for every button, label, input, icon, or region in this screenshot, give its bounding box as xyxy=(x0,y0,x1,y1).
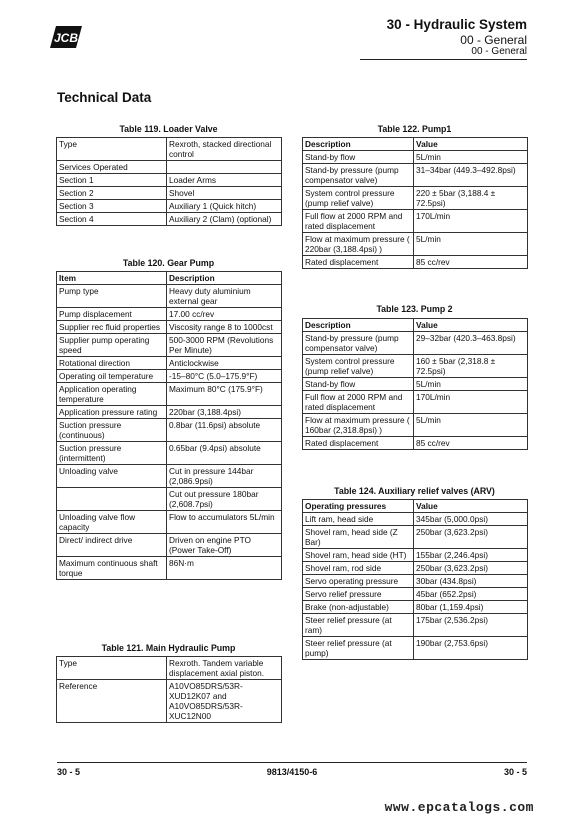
value-cell: 170L/min xyxy=(414,391,528,414)
table-row xyxy=(57,321,282,334)
parameter-cell: Section 1 xyxy=(57,174,167,187)
section-title: 30 - Hydraulic System xyxy=(386,17,527,32)
table-row xyxy=(57,488,282,511)
parameter-cell: Services Operated xyxy=(57,161,167,174)
parameter-cell: Supplier rec fluid properties xyxy=(57,321,167,334)
value-cell: 190bar (2,753.6psi) xyxy=(414,637,528,660)
column-header: Description xyxy=(167,272,282,285)
parameter-cell: Suction pressure (continuous) xyxy=(57,419,167,442)
value-cell: 500-3000 RPM (Revolutions Per Minute) xyxy=(167,334,282,357)
parameter-cell: Pump type xyxy=(57,285,167,308)
parameter-cell: Stand-by pressure (pump compensator valve) xyxy=(303,164,414,187)
value-cell: 30bar (434.8psi) xyxy=(414,575,528,588)
parameter-cell: Supplier pump operating speed xyxy=(57,334,167,357)
table-122-caption: Table 122. Pump1 xyxy=(377,124,452,134)
parameter-cell: Application operating temperature xyxy=(57,383,167,406)
value-cell: 80bar (1,159.4psi) xyxy=(414,601,528,614)
parameter-cell: Suction pressure (intermittent) xyxy=(57,442,167,465)
table-row xyxy=(303,637,528,660)
parameter-cell: Stand-by flow xyxy=(303,378,414,391)
value-cell: 5L/min xyxy=(414,151,528,164)
footer-divider xyxy=(57,762,527,763)
table-row xyxy=(57,357,282,370)
pump2-table xyxy=(302,318,528,450)
parameter-cell: Full flow at 2000 RPM and rated displacement xyxy=(303,391,414,414)
value-cell: 45bar (652.2psi) xyxy=(414,588,528,601)
value-cell: 0.65bar (9.4psi) absolute xyxy=(167,442,282,465)
table-header-row xyxy=(303,500,528,513)
value-cell: Cut in pressure 144bar (2,086.9psi) xyxy=(167,465,282,488)
value-cell: Flow to accumulators 5L/min xyxy=(167,511,282,534)
table-row xyxy=(303,210,528,233)
parameter-cell: Unloading valve xyxy=(57,465,167,488)
parameter-cell: Section 4 xyxy=(57,213,167,226)
table-row xyxy=(303,526,528,549)
table-row xyxy=(57,334,282,357)
parameter-cell: Maximum continuous shaft torque xyxy=(57,557,167,580)
parameter-cell: Reference xyxy=(57,680,167,723)
table-row xyxy=(303,437,528,450)
value-cell xyxy=(167,161,282,174)
table-row xyxy=(303,256,528,269)
value-cell: A10VO85DRS/53R-XUD12K07 and A10VO85DRS/53R-XUC12N00 xyxy=(167,680,282,723)
parameter-cell: Servo operating pressure xyxy=(303,575,414,588)
section-subtitle: 00 - General xyxy=(460,33,527,47)
value-cell: 5L/min xyxy=(414,414,528,437)
value-cell: Loader Arms xyxy=(167,174,282,187)
parameter-cell: Brake (non-adjustable) xyxy=(303,601,414,614)
parameter-cell: Flow at maximum pressure ( 220bar (3,188.4psi) ) xyxy=(303,233,414,256)
page-number-right: 30 - 5 xyxy=(503,767,527,777)
value-cell: Driven on engine PTO (Power Take-Off) xyxy=(167,534,282,557)
value-cell: 220bar (3,188.4psi) xyxy=(167,406,282,419)
value-cell: 345bar (5,000.0psi) xyxy=(414,513,528,526)
parameter-cell: Flow at maximum pressure ( 160bar (2,318.8psi) ) xyxy=(303,414,414,437)
value-cell: 5L/min xyxy=(414,378,528,391)
table-header-row xyxy=(303,319,528,332)
page-number-left: 30 - 5 xyxy=(57,767,81,777)
parameter-cell: Direct/ indirect drive xyxy=(57,534,167,557)
value-cell: Maximum 80°C (175.9°F) xyxy=(167,383,282,406)
pump1-table xyxy=(302,137,528,269)
column-header: Description xyxy=(303,138,414,151)
parameter-cell: Operating oil temperature xyxy=(57,370,167,383)
parameter-cell: System control pressure (pump relief valve) xyxy=(303,355,414,378)
table-123-caption: Table 123. Pump 2 xyxy=(376,304,453,314)
table-row xyxy=(303,164,528,187)
table-row xyxy=(57,285,282,308)
value-cell: 31–34bar (449.3–492.8psi) xyxy=(414,164,528,187)
parameter-cell: Full flow at 2000 RPM and rated displacement xyxy=(303,210,414,233)
table-121-caption: Table 121. Main Hydraulic Pump xyxy=(101,643,236,653)
jcb-logo xyxy=(46,22,86,52)
table-row xyxy=(57,419,282,442)
parameter-cell: Steer relief pressure (at ram) xyxy=(303,614,414,637)
table-row xyxy=(303,614,528,637)
parameter-cell: Steer relief pressure (at pump) xyxy=(303,637,414,660)
table-row xyxy=(57,370,282,383)
loader-valve-table xyxy=(56,137,282,226)
watermark-url: www.epcatalogs.com xyxy=(384,800,534,815)
table-row xyxy=(303,355,528,378)
parameter-cell: Shovel ram, head side (HT) xyxy=(303,549,414,562)
table-row xyxy=(57,161,282,174)
parameter-cell: Lift ram, head side xyxy=(303,513,414,526)
parameter-cell: Type xyxy=(57,657,167,680)
value-cell: 29–32bar (420.3–463.8psi) xyxy=(414,332,528,355)
value-cell: Auxiliary 2 (Clam) (optional) xyxy=(167,213,282,226)
value-cell: Auxiliary 1 (Quick hitch) xyxy=(167,200,282,213)
header-divider xyxy=(360,59,527,60)
table-row xyxy=(57,200,282,213)
parameter-cell: Shovel ram, rod side xyxy=(303,562,414,575)
table-120-caption: Table 120. Gear Pump xyxy=(122,258,215,268)
table-row xyxy=(57,138,282,161)
table-row xyxy=(57,657,282,680)
parameter-cell: Section 2 xyxy=(57,187,167,200)
parameter-cell: Rotational direction xyxy=(57,357,167,370)
value-cell: Rexroth, stacked directional control xyxy=(167,138,282,161)
table-row xyxy=(57,174,282,187)
value-cell: 86N·m xyxy=(167,557,282,580)
parameter-cell: System control pressure (pump relief valve) xyxy=(303,187,414,210)
section-subsubtitle: 00 - General xyxy=(471,46,527,57)
value-cell: 155bar (2,246.4psi) xyxy=(414,549,528,562)
document-number: 9813/4150-6 xyxy=(266,767,318,777)
table-row xyxy=(303,601,528,614)
column-header: Value xyxy=(414,138,528,151)
table-row xyxy=(57,680,282,723)
value-cell: 220 ± 5bar (3,188.4 ± 72.5psi) xyxy=(414,187,528,210)
table-row xyxy=(303,187,528,210)
column-header: Value xyxy=(414,319,528,332)
table-row xyxy=(303,378,528,391)
column-header: Value xyxy=(414,500,528,513)
parameter-cell: Stand-by flow xyxy=(303,151,414,164)
value-cell: Shovel xyxy=(167,187,282,200)
table-row xyxy=(57,383,282,406)
value-cell: 170L/min xyxy=(414,210,528,233)
gear-pump-table xyxy=(56,271,282,580)
value-cell: Anticlockwise xyxy=(167,357,282,370)
parameter-cell: Section 3 xyxy=(57,200,167,213)
parameter-cell: Servo relief pressure xyxy=(303,588,414,601)
table-119-caption: Table 119. Loader Valve xyxy=(119,124,218,134)
table-row xyxy=(303,332,528,355)
value-cell: 0.8bar (11.6psi) absolute xyxy=(167,419,282,442)
table-row xyxy=(303,562,528,575)
parameter-cell: Shovel ram, head side (Z Bar) xyxy=(303,526,414,549)
value-cell: 250bar (3,623.2psi) xyxy=(414,526,528,549)
value-cell: Rexroth. Tandem variable displacement axial piston. xyxy=(167,657,282,680)
table-row xyxy=(57,557,282,580)
table-row xyxy=(57,442,282,465)
table-row xyxy=(303,233,528,256)
table-row xyxy=(303,414,528,437)
parameter-cell: Rated displacement xyxy=(303,256,414,269)
parameter-cell: Type xyxy=(57,138,167,161)
value-cell: 85 cc/rev xyxy=(414,437,528,450)
table-row xyxy=(57,213,282,226)
table-row xyxy=(57,534,282,557)
auxiliary-relief-valves-table xyxy=(302,499,528,660)
table-row xyxy=(303,391,528,414)
table-row xyxy=(57,187,282,200)
value-cell: 250bar (3,623.2psi) xyxy=(414,562,528,575)
page-title: Technical Data xyxy=(57,90,152,105)
table-row xyxy=(303,575,528,588)
parameter-cell: Application pressure rating xyxy=(57,406,167,419)
value-cell: Heavy duty aluminium external gear xyxy=(167,285,282,308)
value-cell: 85 cc/rev xyxy=(414,256,528,269)
table-row xyxy=(57,465,282,488)
value-cell: 175bar (2,536.2psi) xyxy=(414,614,528,637)
main-hydraulic-pump-table xyxy=(56,656,282,723)
parameter-cell: Pump displacement xyxy=(57,308,167,321)
logo-text: JCB xyxy=(53,31,79,45)
column-header: Item xyxy=(57,272,167,285)
column-header: Description xyxy=(303,319,414,332)
value-cell: 160 ± 5bar (2,318.8 ± 72.5psi) xyxy=(414,355,528,378)
value-cell: Viscosity range 8 to 1000cst xyxy=(167,321,282,334)
table-row xyxy=(57,511,282,534)
table-row xyxy=(303,549,528,562)
table-row xyxy=(57,406,282,419)
parameter-cell: Rated displacement xyxy=(303,437,414,450)
table-row xyxy=(303,151,528,164)
table-row xyxy=(303,588,528,601)
table-header-row xyxy=(303,138,528,151)
value-cell: -15–80°C (5.0–175.9°F) xyxy=(167,370,282,383)
parameter-cell: Stand-by pressure (pump compensator valve) xyxy=(303,332,414,355)
table-124-caption: Table 124. Auxiliary relief valves (ARV) xyxy=(334,486,495,496)
value-cell: Cut out pressure 180bar (2,608.7psi) xyxy=(167,488,282,511)
parameter-cell xyxy=(57,488,167,511)
value-cell: 17.00 cc/rev xyxy=(167,308,282,321)
table-header-row xyxy=(57,272,282,285)
table-row xyxy=(303,513,528,526)
table-row xyxy=(57,308,282,321)
parameter-cell: Unloading valve flow capacity xyxy=(57,511,167,534)
column-header: Operating pressures xyxy=(303,500,414,513)
value-cell: 5L/min xyxy=(414,233,528,256)
